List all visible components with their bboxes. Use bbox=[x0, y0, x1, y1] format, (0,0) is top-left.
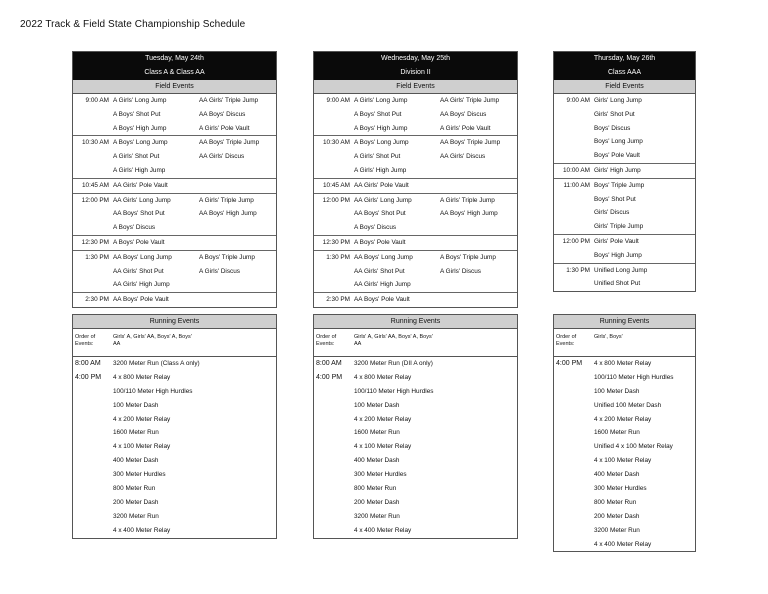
order-of-events-label: Order of Events: bbox=[316, 334, 337, 347]
running-event-row bbox=[314, 524, 517, 538]
event-row bbox=[73, 293, 276, 307]
event-row bbox=[314, 278, 517, 292]
event-name: 400 Meter Dash bbox=[113, 457, 159, 465]
event-time: 9:00 AM bbox=[326, 97, 350, 104]
column-header bbox=[314, 329, 517, 357]
event-name: 800 Meter Run bbox=[113, 485, 156, 493]
event-name: 1600 Meter Run bbox=[354, 429, 400, 437]
time-slot-group bbox=[554, 264, 695, 292]
time-slot-group bbox=[314, 293, 517, 307]
event-time: 10:30 AM bbox=[81, 139, 109, 147]
time-slot-group bbox=[73, 251, 276, 293]
day-header: Wednesday, May 25th bbox=[314, 52, 517, 66]
running-event-row bbox=[314, 426, 517, 440]
event-name: 4 x 400 Meter Relay bbox=[113, 526, 171, 534]
event-name-second: A Girls' Triple Jump bbox=[440, 196, 495, 204]
event-name: 200 Meter Dash bbox=[113, 498, 159, 506]
section-header: Field Events bbox=[314, 80, 517, 94]
event-time: 12:00 PM bbox=[322, 196, 350, 204]
event-name: 4 x 200 Meter Relay bbox=[354, 415, 412, 423]
event-row bbox=[554, 94, 695, 108]
running-panel-thursday bbox=[553, 314, 696, 552]
event-row bbox=[314, 108, 517, 122]
event-name: 4 x 200 Meter Relay bbox=[594, 415, 652, 423]
event-name: A Boys' High Jump bbox=[354, 124, 408, 132]
event-name-second: AA Girls' Triple Jump bbox=[440, 97, 500, 104]
event-name-second: AA Boys' High Jump bbox=[199, 210, 257, 218]
event-name: A Boys' Shot Put bbox=[354, 110, 402, 118]
event-row bbox=[554, 164, 695, 178]
event-name: 300 Meter Hurdles bbox=[594, 485, 647, 493]
event-name: Girls' Triple Jump bbox=[594, 223, 644, 231]
event-name-second: AA Girls' Triple Jump bbox=[199, 97, 259, 104]
running-event-row bbox=[554, 496, 695, 510]
running-event-row bbox=[73, 399, 276, 413]
event-name: 100 Meter Dash bbox=[594, 387, 640, 395]
event-name: Boys' High Jump bbox=[594, 251, 642, 259]
field-panel-wednesday bbox=[313, 51, 518, 308]
event-name: AA Boys' Long Jump bbox=[354, 253, 413, 261]
event-name: 800 Meter Run bbox=[594, 498, 637, 506]
event-name: A Girls' High Jump bbox=[354, 166, 407, 174]
event-name: Boys' Pole Vault bbox=[594, 152, 640, 160]
event-name: AA Girls' Shot Put bbox=[113, 267, 164, 275]
event-time: 9:00 AM bbox=[85, 97, 109, 104]
event-time: 12:30 PM bbox=[322, 238, 350, 246]
time-slot-group bbox=[314, 179, 517, 194]
event-name: 4 x 200 Meter Relay bbox=[113, 415, 171, 423]
running-event-row bbox=[314, 510, 517, 524]
event-name: AA Boys' Pole Vault bbox=[354, 296, 410, 304]
event-name: AA Girls' Pole Vault bbox=[113, 181, 168, 189]
event-name: Unified 4 x 100 Meter Relay bbox=[594, 443, 673, 451]
event-name: Girls' Long Jump bbox=[594, 97, 642, 104]
event-name-second: AA Boys' Triple Jump bbox=[440, 139, 501, 147]
event-row bbox=[73, 207, 276, 221]
time-slot-group bbox=[314, 194, 517, 236]
running-event-row bbox=[314, 385, 517, 399]
event-name-second: A Girls' Discus bbox=[440, 267, 481, 275]
running-event-row bbox=[554, 482, 695, 496]
event-time: 4:00 PM bbox=[556, 360, 583, 367]
event-row bbox=[554, 220, 695, 234]
event-name: Unified Long Jump bbox=[594, 266, 648, 274]
classes-label: Girls' A, Girls' AA, Boys' A, Boys' AA bbox=[113, 334, 192, 347]
time-slot-group bbox=[73, 179, 276, 194]
time-slot-group bbox=[73, 293, 276, 307]
event-row bbox=[73, 150, 276, 164]
event-row bbox=[73, 221, 276, 235]
running-event-row bbox=[554, 454, 695, 468]
column-header bbox=[73, 329, 276, 357]
event-name: 4 x 800 Meter Relay bbox=[113, 373, 171, 381]
running-panel-tuesday bbox=[72, 314, 277, 539]
event-name: 300 Meter Hurdles bbox=[113, 471, 166, 479]
event-row bbox=[554, 264, 695, 278]
order-of-events-label: Order of Events: bbox=[75, 334, 96, 347]
running-event-row bbox=[314, 357, 517, 371]
event-name: Boys' Shot Put bbox=[594, 195, 636, 203]
event-name: 100 Meter Dash bbox=[354, 401, 400, 409]
column-header bbox=[554, 329, 695, 357]
event-row bbox=[314, 251, 517, 265]
running-event-row bbox=[73, 496, 276, 510]
event-name: A Boys' Long Jump bbox=[113, 139, 168, 147]
event-row bbox=[314, 164, 517, 178]
event-row bbox=[314, 179, 517, 193]
division-header: Class AAA bbox=[554, 66, 695, 80]
event-row bbox=[73, 278, 276, 292]
event-time: 8:00 AM bbox=[75, 360, 101, 367]
event-name: AA Boys' Long Jump bbox=[113, 253, 172, 261]
time-slot-group bbox=[73, 194, 276, 236]
time-slot-group bbox=[73, 94, 276, 136]
event-name: 1600 Meter Run bbox=[594, 429, 640, 437]
event-name-second: A Girls' Discus bbox=[199, 267, 240, 275]
event-row bbox=[314, 194, 517, 208]
event-name: 3200 Meter Run bbox=[113, 512, 159, 520]
event-name: 300 Meter Hurdles bbox=[354, 471, 407, 479]
running-event-row bbox=[554, 426, 695, 440]
section-header: Field Events bbox=[554, 80, 695, 94]
event-name: 3200 Meter Run (DII A only) bbox=[354, 360, 433, 367]
event-name: 4 x 400 Meter Relay bbox=[354, 526, 412, 534]
event-row bbox=[73, 265, 276, 279]
event-row bbox=[554, 206, 695, 220]
event-name: Unified 100 Meter Dash bbox=[594, 401, 662, 409]
event-row bbox=[73, 179, 276, 193]
event-row bbox=[314, 265, 517, 279]
section-header: Running Events bbox=[554, 315, 695, 329]
event-name: 3200 Meter Run bbox=[354, 512, 400, 520]
running-event-row bbox=[554, 524, 695, 538]
running-event-row bbox=[73, 440, 276, 454]
section-header: Field Events bbox=[73, 80, 276, 94]
event-name: A Boys' Long Jump bbox=[354, 139, 409, 147]
event-name: AA Boys' Shot Put bbox=[354, 210, 406, 218]
event-time: 10:45 AM bbox=[322, 181, 350, 189]
running-event-row bbox=[554, 399, 695, 413]
event-name: 1600 Meter Run bbox=[113, 429, 159, 437]
time-slot-group bbox=[73, 236, 276, 251]
running-panel-wednesday bbox=[313, 314, 518, 539]
event-time: 12:30 PM bbox=[81, 238, 109, 246]
running-event-row bbox=[73, 524, 276, 538]
event-time: 4:00 PM bbox=[75, 373, 102, 381]
event-name: AA Boys' Shot Put bbox=[113, 210, 165, 218]
event-row bbox=[554, 108, 695, 122]
event-name: 400 Meter Dash bbox=[354, 457, 400, 465]
event-row bbox=[73, 122, 276, 136]
event-row bbox=[73, 164, 276, 178]
event-name: 400 Meter Dash bbox=[594, 471, 640, 479]
event-name: 100/110 Meter High Hurdles bbox=[354, 387, 434, 395]
event-name: Boys' Long Jump bbox=[594, 138, 643, 146]
event-name: 100/110 Meter High Hurdles bbox=[594, 373, 674, 381]
event-row bbox=[73, 94, 276, 108]
event-row bbox=[314, 207, 517, 221]
event-time: 2:30 PM bbox=[85, 296, 109, 304]
running-event-row bbox=[314, 496, 517, 510]
running-event-row bbox=[314, 413, 517, 427]
event-name: Girls' High Jump bbox=[594, 166, 641, 174]
event-name: 4 x 400 Meter Relay bbox=[594, 540, 652, 548]
event-name: 4 x 100 Meter Relay bbox=[594, 457, 652, 465]
event-name: A Girls' Long Jump bbox=[354, 97, 408, 104]
event-name: 100/110 Meter High Hurdles bbox=[113, 387, 193, 395]
event-name: AA Girls' Long Jump bbox=[113, 196, 171, 204]
event-time: 9:00 AM bbox=[566, 97, 590, 104]
event-name: 3200 Meter Run bbox=[594, 526, 640, 534]
event-row bbox=[554, 179, 695, 193]
running-event-row bbox=[314, 468, 517, 482]
event-time: 12:00 PM bbox=[81, 196, 109, 204]
running-event-row bbox=[554, 357, 695, 371]
time-slot-group bbox=[314, 94, 517, 136]
event-row bbox=[73, 136, 276, 150]
event-row bbox=[314, 136, 517, 150]
running-event-row bbox=[73, 510, 276, 524]
event-name-second: AA Girls' Discus bbox=[199, 153, 245, 161]
running-event-row bbox=[554, 468, 695, 482]
day-header: Thursday, May 26th bbox=[554, 52, 695, 66]
event-row bbox=[314, 236, 517, 250]
event-row bbox=[73, 108, 276, 122]
event-name-second: AA Boys' Discus bbox=[440, 110, 487, 118]
event-name-second: AA Boys' Discus bbox=[199, 110, 246, 118]
event-name: AA Girls' High Jump bbox=[113, 281, 170, 289]
event-name: A Boys' Discus bbox=[113, 224, 156, 232]
event-row bbox=[314, 293, 517, 307]
event-row bbox=[554, 193, 695, 207]
event-name-second: A Boys' Triple Jump bbox=[440, 253, 496, 261]
event-name: AA Girls' Shot Put bbox=[354, 267, 405, 275]
event-row bbox=[554, 122, 695, 136]
running-event-row bbox=[314, 454, 517, 468]
event-time: 10:30 AM bbox=[322, 139, 350, 147]
running-event-row bbox=[554, 440, 695, 454]
event-name-second: A Girls' Pole Vault bbox=[199, 124, 250, 132]
event-row bbox=[314, 122, 517, 136]
event-time: 2:30 PM bbox=[326, 296, 350, 304]
event-name: 200 Meter Dash bbox=[354, 498, 400, 506]
running-event-row bbox=[554, 510, 695, 524]
order-of-events-label: Order of Events: bbox=[556, 334, 577, 347]
event-row bbox=[554, 249, 695, 263]
event-time: 10:45 AM bbox=[81, 181, 109, 189]
event-name-second: A Girls' Triple Jump bbox=[199, 196, 254, 204]
event-row bbox=[554, 149, 695, 163]
division-header: Division II bbox=[314, 66, 517, 80]
event-name-second: AA Boys' Triple Jump bbox=[199, 139, 260, 147]
event-name: AA Girls' Long Jump bbox=[354, 196, 412, 204]
time-slot-group bbox=[73, 136, 276, 178]
time-slot-group bbox=[554, 164, 695, 179]
event-name: Unified Shot Put bbox=[594, 280, 641, 288]
event-name-second: AA Girls' Discus bbox=[440, 153, 486, 161]
page-title: 2022 Track & Field State Championship Schedule bbox=[20, 19, 246, 30]
time-slot-group bbox=[554, 179, 695, 235]
event-name-second: A Girls' Pole Vault bbox=[440, 124, 491, 132]
event-name: A Girls' High Jump bbox=[113, 166, 166, 174]
time-slot-group bbox=[554, 94, 695, 164]
event-name: 100 Meter Dash bbox=[113, 401, 159, 409]
event-time: 12:00 PM bbox=[562, 237, 590, 245]
event-name: 4 x 100 Meter Relay bbox=[113, 443, 171, 451]
event-time: 1:30 PM bbox=[85, 253, 109, 261]
event-name: Girls' Pole Vault bbox=[594, 237, 639, 245]
event-name: AA Boys' Pole Vault bbox=[113, 296, 169, 304]
event-row bbox=[73, 236, 276, 250]
event-time: 4:00 PM bbox=[316, 373, 343, 381]
running-event-row bbox=[73, 385, 276, 399]
event-time: 1:30 PM bbox=[326, 253, 350, 261]
event-name: Boys' Triple Jump bbox=[594, 181, 645, 189]
event-name: AA Girls' High Jump bbox=[354, 281, 411, 289]
time-slot-group bbox=[314, 236, 517, 251]
running-event-row bbox=[314, 399, 517, 413]
event-name: AA Girls' Pole Vault bbox=[354, 181, 409, 189]
event-name: A Boys' Pole Vault bbox=[354, 238, 406, 246]
time-slot-group bbox=[314, 136, 517, 178]
event-row bbox=[314, 221, 517, 235]
division-header: Class A & Class AA bbox=[73, 66, 276, 80]
running-event-row bbox=[554, 371, 695, 385]
section-header: Running Events bbox=[73, 315, 276, 329]
running-event-row bbox=[73, 426, 276, 440]
running-event-row bbox=[73, 482, 276, 496]
event-name-second: AA Boys' High Jump bbox=[440, 210, 498, 218]
event-name: A Boys' High Jump bbox=[113, 124, 167, 132]
time-slot-group bbox=[554, 235, 695, 264]
event-name: 4 x 800 Meter Relay bbox=[594, 360, 652, 367]
event-time: 1:30 PM bbox=[566, 266, 590, 274]
event-name: Boys' Discus bbox=[594, 124, 631, 132]
event-name: A Boys' Shot Put bbox=[113, 110, 161, 118]
event-name: 3200 Meter Run (Class A only) bbox=[113, 360, 200, 367]
running-event-row bbox=[73, 468, 276, 482]
event-name: A Boys' Pole Vault bbox=[113, 238, 165, 246]
event-row bbox=[314, 150, 517, 164]
event-row bbox=[554, 235, 695, 249]
running-event-row bbox=[314, 440, 517, 454]
event-name: A Girls' Shot Put bbox=[113, 153, 160, 161]
section-header: Running Events bbox=[314, 315, 517, 329]
event-time: 11:00 AM bbox=[563, 181, 590, 189]
event-name: 800 Meter Run bbox=[354, 485, 397, 493]
field-panel-thursday bbox=[553, 51, 696, 292]
running-event-row bbox=[554, 385, 695, 399]
day-header: Tuesday, May 24th bbox=[73, 52, 276, 66]
event-name: Girls' Shot Put bbox=[594, 110, 635, 118]
event-name: A Girls' Long Jump bbox=[113, 97, 167, 104]
running-event-row bbox=[73, 413, 276, 427]
event-name: 200 Meter Dash bbox=[594, 512, 640, 520]
event-name: Girls' Discus bbox=[594, 209, 630, 217]
classes-label: Girls', Boys' bbox=[594, 334, 623, 340]
running-event-row bbox=[554, 413, 695, 427]
running-event-row bbox=[314, 482, 517, 496]
event-name: 4 x 100 Meter Relay bbox=[354, 443, 412, 451]
classes-label: Girls' A, Girls' AA, Boys' A, Boys' AA bbox=[354, 334, 433, 347]
event-row bbox=[314, 94, 517, 108]
time-slot-group bbox=[314, 251, 517, 293]
event-row bbox=[73, 194, 276, 208]
running-event-row bbox=[73, 357, 276, 371]
event-name: 4 x 800 Meter Relay bbox=[354, 373, 412, 381]
event-row bbox=[554, 277, 695, 291]
running-event-row bbox=[73, 371, 276, 385]
running-event-row bbox=[314, 371, 517, 385]
event-name: A Girls' Shot Put bbox=[354, 153, 401, 161]
event-time: 10:00 AM bbox=[562, 166, 590, 174]
field-panel-tuesday bbox=[72, 51, 277, 308]
event-row bbox=[554, 135, 695, 149]
event-row bbox=[73, 251, 276, 265]
running-event-row bbox=[73, 454, 276, 468]
event-name: A Boys' Discus bbox=[354, 224, 397, 232]
event-name-second: A Boys' Triple Jump bbox=[199, 253, 255, 261]
event-time: 8:00 AM bbox=[316, 360, 342, 367]
running-event-row bbox=[554, 538, 695, 552]
